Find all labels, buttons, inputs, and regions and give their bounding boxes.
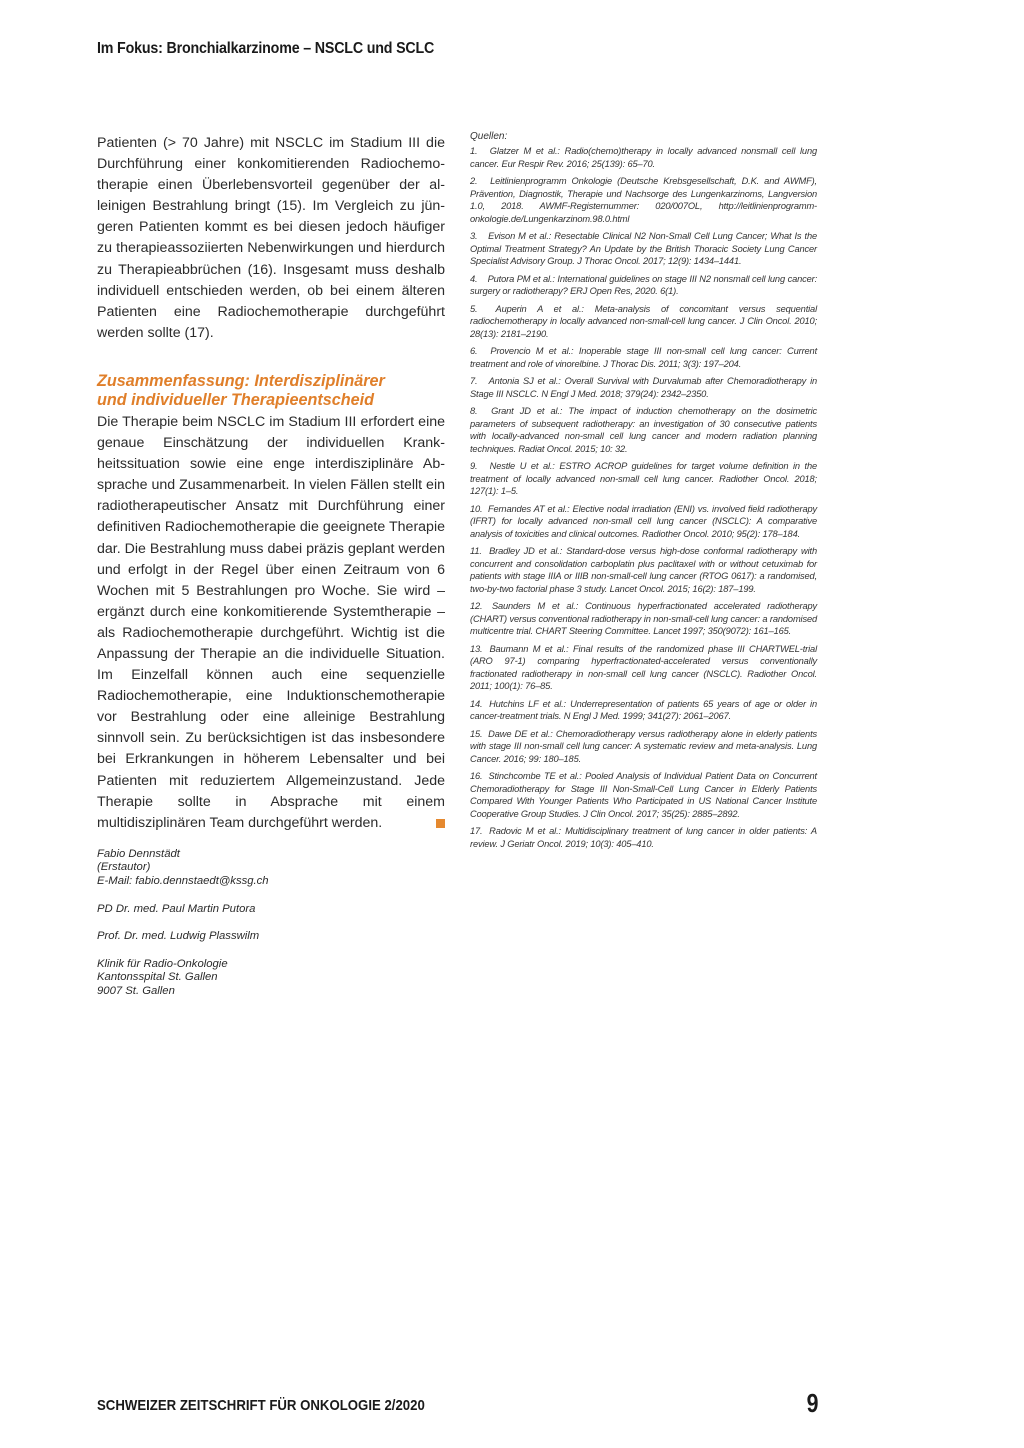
reference-text: Saunders M et al.: Continuous hyperfractionated accelerated radiotherapy (CHART) versus conventional radiotherapy in non-small-cell lung cancer: a randomised multicentre trial. CHART Steering Committee. Lancet 1997; 350(9072): 161–165. xyxy=(470,601,817,636)
author-block xyxy=(97,848,445,999)
author-3-name: Prof. Dr. med. Ludwig Plasswilm xyxy=(97,930,260,943)
reference-number: 5. xyxy=(470,303,478,314)
reference-item xyxy=(470,770,817,820)
reference-number: 10. xyxy=(470,503,483,514)
reference-text: Provencio M et al.: Inoperable stage III non-small cell lung cancer: Current treatment and role of vinorelbine. J Thorac Dis. 2011; 3(3): 197–204. xyxy=(470,346,818,369)
author-1 xyxy=(97,848,445,889)
reference-text: Stinchcombe TE et al.: Pooled Analysis of Individual Patient Data on Concurrent Chemoradiotherapy for Stage III Non-Small-Cell Lung Cancer in Elderly Patients Compared With Younger Patients Who Participated in US National Cancer Institute Cooperative Group Studies. J Clin Oncol. 2017; 35(25): 2885–2892. xyxy=(470,771,817,819)
references-title: Quellen: xyxy=(470,131,508,142)
reference-number: 2. xyxy=(470,176,478,186)
reference-item xyxy=(470,273,817,298)
reference-item xyxy=(470,545,817,595)
reference-item xyxy=(470,643,817,693)
reference-number: 7. xyxy=(470,376,478,386)
reference-text: Dawe DE et al.: Chemoradiotherapy versus radiotherapy alone in elderly patients with stage III non-small cell lung cancer: A systematic review and meta-analysis. Lung Cancer. 2016; 99: 180–185. xyxy=(470,728,817,764)
reference-text: Fernandes AT et al.: Elective nodal irradiation (ENI) vs. involved field radiotherapy (IFRT) for locally advanced non-small cell lung cancer (NSCLC): A comparative analysis of toxicities and clinical outcomes. Radiother Oncol. 2010; 95(2): 178–184. xyxy=(470,503,818,539)
reference-text: Auperin A et al.: Meta-analysis of concomitant versus sequential radiochemotherapy in locally advanced non-small-cell lung cancer. J Clin Oncol. 2010; 28(13): 2181–2190. xyxy=(470,303,817,339)
reference-text: Baumann M et al.: Final results of the randomized phase III CHARTWEL-trial (ARO 97-1) comparing hyperfractionated-accelerated versus conventionally fractionated radiotherapy in non-small cell lung cancer (NSCLC). Radiother Oncol. 2011; 100(1): 76–85. xyxy=(470,643,817,691)
reference-number: 8. xyxy=(470,406,478,416)
author-3 xyxy=(97,930,445,944)
author-1-email[interactable]: E-Mail: fabio.dennstaedt@kssg.ch xyxy=(97,875,269,887)
reference-item xyxy=(470,698,817,723)
reference-text: Radovic M et al.: Multidisciplinary treatment of lung cancer in older patients: A review. J Geriatr Oncol. 2019; 10(3): 405–410. xyxy=(470,826,817,849)
reference-text: Bradley JD et al.: Standard-dose versus high-dose conformal radiotherapy with concurrent and consolidation carboplatin plus paclitaxel with or without cetuximab for patients with stage IIIA or IIIB non-small-cell lung cancer (RTOG 0617): a randomised, two-by-two factorial phase 3 study. Lancet Oncol. 2015; 16(2): 187–199. xyxy=(470,546,817,594)
reference-number: 16. xyxy=(470,771,483,781)
reference-text: Hutchins LF et al.: Underrepresentation of patients 65 years of age or older in cancer-treatment trials. N Engl J Med. 1999; 341(27): 2061–2067. xyxy=(470,698,817,721)
reference-text: Nestle U et al.: ESTRO ACROP guidelines for target volume definition in the treatment of locally advanced non-small cell lung cancer. Radiother Oncol. 2018; 127(1): 1–5. xyxy=(470,461,818,496)
end-of-article-square-icon xyxy=(436,819,445,828)
body-paragraph-2 xyxy=(97,412,445,834)
institution-line-1: Klinik für Radio-Onkologie xyxy=(97,957,228,970)
page-number: 9 xyxy=(806,1388,818,1418)
reference-number: 9. xyxy=(470,461,478,471)
section-heading xyxy=(97,372,445,410)
reference-item xyxy=(470,825,817,850)
reference-text: Evison M et al.: Resectable Clinical N2 Non-Small Cell Lung Cancer; What Is the Optimal Treatment Strategy? An Update by the British Thoracic Society Lung Cancer Specialist Advisory Group. J Thorac Oncol. 2017; 12(9): 1434–1441. xyxy=(470,231,817,266)
institution-line-2: Kantonsspital St. Gallen xyxy=(97,971,218,984)
reference-item xyxy=(470,345,817,370)
reference-item xyxy=(470,175,817,225)
reference-item xyxy=(470,303,817,341)
reference-number: 14. xyxy=(470,698,483,709)
section-heading-line-1: Zusammenfassung: Interdisziplinärer xyxy=(97,371,385,390)
reference-number: 3. xyxy=(470,231,478,241)
reference-item xyxy=(470,460,817,498)
reference-text: Antonia SJ et al.: Overall Survival with Durvalumab after Chemoradiotherapy in Stage III NSCLC. N Engl J Med. 2018; 379(24): 2342–2350. xyxy=(470,376,818,399)
reference-item xyxy=(470,145,817,170)
reference-text: Grant JD et al.: The impact of induction chemotherapy on the dosimetric parameters of subsequent radiotherapy: an investigation of 30 consecutive patients with locally-advanced non-small cell lung cancer and modern radiation planning techniques. Radiat Oncol. 2015; 10: 32. xyxy=(470,406,817,454)
institution-line-3: 9007 St. Gallen xyxy=(97,984,175,997)
reference-list xyxy=(470,145,817,850)
section-heading-line-2: und individueller Therapieentscheid xyxy=(97,390,375,409)
author-1-name: Fabio Dennstädt xyxy=(97,847,180,860)
author-2-name: PD Dr. med. Paul Martin Putora xyxy=(97,902,256,915)
reference-number: 12. xyxy=(470,601,483,611)
reference-number: 15. xyxy=(470,728,483,739)
reference-number: 6. xyxy=(470,346,478,356)
body-paragraph-2-text: Die Therapie beim NSCLC im Stadium III erfordert eine genaue Einschätzung der individuellen Krankheitssituation sowie eine enge interdisziplinäre Absprache und Zusammenarbeit. In vielen Fällen stellt ein radiotherapeutischer Ansatz mit Durchführung einer definitiven Radiochemotherapie die geeignete Therapie dar. Die Bestrahlung muss dabei präzis geplant werden und erfolgt in der Regel über einen Zeitraum von 6 Wochen mit 5 Bestrahlungen pro Woche. Sie wird – ergänzt durch eine konkomitierende Systemtherapie – als Radiochemotherapie durchgeführt. Wichtig ist die Anpassung der Therapie an die individuelle Situation. Im Einzelfall können auch eine sequenzielle Radiochemotherapie, eine Induktionschemotherapie vor Bestrahlung oder eine alleinige Bestrahlung sinnvoll sein. Zu berücksichtigen ist das insbesondere bei Erkrankungen in höherem Lebensalter und bei Patienten mit reduziertem Allgemeinzustand. Jede Therapie sollte in Absprache mit einem multidisziplinären Team durchgeführt werden. xyxy=(97,413,445,831)
reference-item xyxy=(470,405,817,455)
reference-number: 17. xyxy=(470,826,483,836)
author-1-role: (Erstautor) xyxy=(97,861,151,874)
reference-number: 13. xyxy=(470,643,483,654)
reference-item xyxy=(470,375,817,400)
main-column xyxy=(97,133,445,1013)
footer-journal: SCHWEIZER ZEITSCHRIFT FÜR ONKOLOGIE 2/2020 xyxy=(97,1397,425,1414)
reference-item xyxy=(470,503,817,541)
reference-number: 11. xyxy=(470,546,482,556)
reference-text: Leitlinienprogramm Onkologie (Deutsche Krebsgesellschaft, D.K. and AWMF), Prävention, Diagnostik, Therapie und Nachsorge des Lungenkarzinoms, Langversion 1.0, 2018. AWMF-Registernummer: 020/007OL, http://leitlinienprogramm-onkologie.de/Lungenkarzinom.98.0.html xyxy=(470,176,817,224)
reference-number: 4. xyxy=(470,273,478,284)
author-2 xyxy=(97,903,445,917)
reference-number: 1. xyxy=(470,146,478,156)
reference-text: Putora PM et al.: International guidelines on stage III N2 nonsmall cell lung cancer: surgery or radiotherapy? ERJ Open Res, 2020. 6(1). xyxy=(470,273,818,296)
references-column xyxy=(470,131,817,855)
reference-item xyxy=(470,230,817,268)
running-header: Im Fokus: Bronchialkarzinome – NSCLC und SCLC xyxy=(97,40,435,57)
reference-text: Glatzer M et al.: Radio(chemo)therapy in locally advanced nonsmall cell lung cancer. Eur Respir Rev. 2016; 25(139): 65–70. xyxy=(470,146,817,169)
reference-item xyxy=(470,600,817,638)
reference-item xyxy=(470,728,817,766)
institution xyxy=(97,958,445,999)
body-paragraph-1: Patienten (> 70 Jahre) mit NSCLC im Stadium III die Durchführung einer konkomitierenden Radiochemotherapie einen Überlebensvorteil gegenüber der alleinigen Bestrahlung bringt (15). Im Vergleich zu jüngeren Patienten kommt es bei diesen jedoch häufiger zu therapieassoziierten Nebenwirkungen und hierdurch zu Therapieabbrüchen (16). Insgesamt muss deshalb individuell entschieden werden, ob bei einem älteren Patienten eine Radiochemotherapie durchgeführt werden sollte (17). xyxy=(97,135,445,341)
